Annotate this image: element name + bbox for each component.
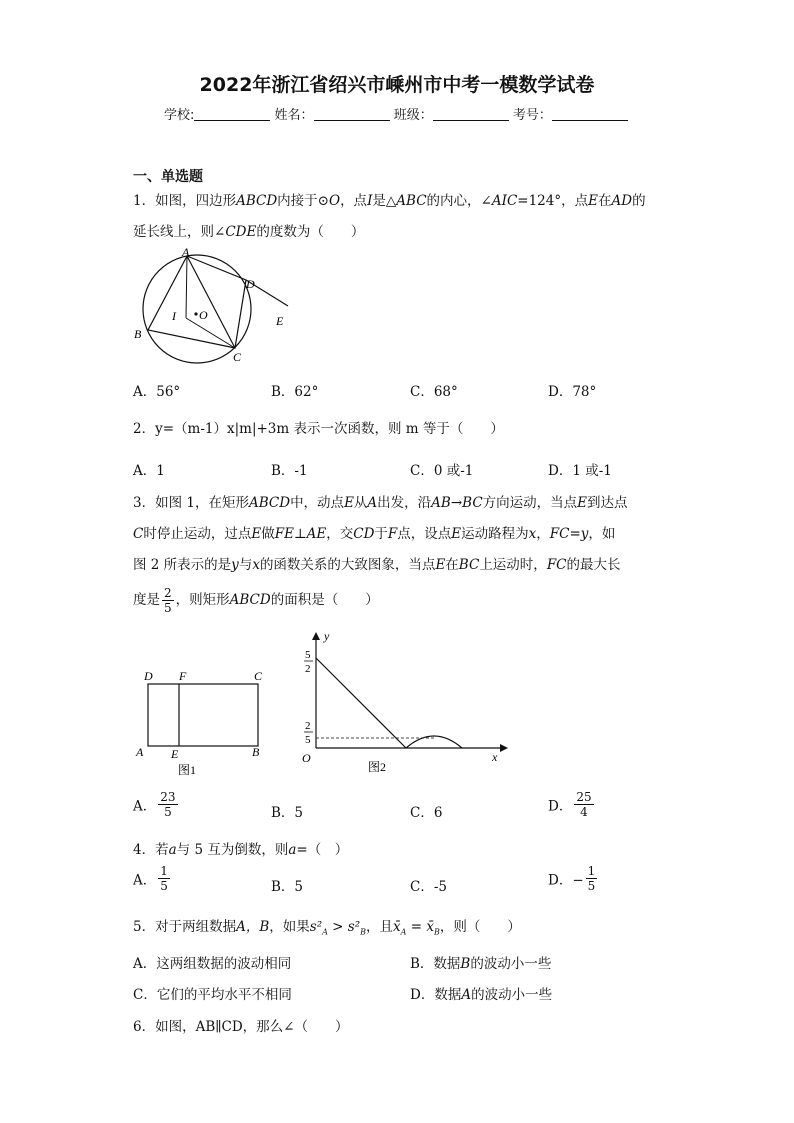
quad-abcd bbox=[148, 256, 246, 348]
q3-option-d[interactable]: D． $\frac{25}{4}$ bbox=[548, 790, 592, 819]
seg-ai bbox=[186, 256, 187, 318]
class-label: 班级： bbox=[393, 108, 433, 123]
page-title: 2022年浙江省绍兴市嵊州市中考一模数学试卷 bbox=[199, 74, 595, 96]
x-axis-arrow bbox=[500, 744, 508, 752]
fig2-tick-low-den: 5 bbox=[305, 734, 311, 746]
fig1-label-f: F bbox=[179, 669, 187, 683]
question-4-stem: 4．若a与 5 互为倒数，则a=（ ） bbox=[133, 842, 349, 858]
label-d: D bbox=[246, 277, 255, 291]
fig1-label-a: A bbox=[136, 745, 144, 759]
center-dot bbox=[194, 312, 197, 315]
q2-option-a[interactable]: A．1 bbox=[133, 463, 165, 479]
fig1-label-c: C bbox=[254, 669, 263, 683]
fig1-label-b: B bbox=[252, 745, 260, 759]
question-2-stem: 2．y=（m-1）x|m|+3m 表示一次函数，则 m 等于（ ） bbox=[133, 421, 504, 437]
q1-option-c[interactable]: C．68° bbox=[410, 384, 458, 400]
label-c: C bbox=[233, 350, 242, 364]
question-6-stem: 6．如图，AB∥CD，那么∠（ ） bbox=[133, 1019, 349, 1035]
number-blank[interactable] bbox=[552, 108, 628, 121]
fig2-label-y: y bbox=[324, 629, 330, 643]
q2-option-b[interactable]: B．-1 bbox=[271, 463, 308, 479]
q3-figure-1-rectangle bbox=[130, 664, 280, 778]
q4-option-c[interactable]: C．-5 bbox=[410, 879, 447, 895]
q5-option-a[interactable]: A．这两组数据的波动相同 bbox=[133, 956, 292, 972]
fig2-caption: 图2 bbox=[368, 760, 387, 774]
y-axis-arrow bbox=[312, 632, 320, 640]
q4-option-d[interactable]: D．− $\frac{1}{5}$ bbox=[548, 864, 596, 893]
fig1-caption: 图1 bbox=[178, 763, 197, 777]
graph-line-segment bbox=[316, 658, 406, 748]
q3-option-b[interactable]: B．5 bbox=[271, 805, 304, 821]
class-blank[interactable] bbox=[433, 108, 509, 121]
fig1-label-e: E bbox=[171, 747, 179, 761]
section-title: 一、单选题 bbox=[133, 169, 203, 185]
question-1-line-1: 1．如图，四边形ABCD内接于⊙O，点I是△ABC的内心，∠AIC=124°，点E在AD的 bbox=[133, 193, 646, 209]
q5-option-c[interactable]: C．它们的平均水平不相同 bbox=[133, 987, 292, 1003]
label-b: B bbox=[134, 327, 142, 341]
q1-option-d[interactable]: D．78° bbox=[548, 384, 597, 400]
fig2-tick-top-num: 5 bbox=[305, 649, 311, 661]
q2-option-c[interactable]: C．0 或-1 bbox=[410, 463, 474, 479]
question-3-line-3: 图 2 所表示的是y与x的函数关系的大致图象，当点E在BC上运动时，FC的最大长 bbox=[133, 557, 621, 573]
fig2-tick-low-num: 2 bbox=[305, 720, 311, 732]
q5-option-d[interactable]: D．数据A的波动小一些 bbox=[410, 987, 553, 1003]
q5-option-b[interactable]: B．数据B的波动小一些 bbox=[410, 956, 552, 972]
student-info-line bbox=[164, 104, 628, 123]
label-e: E bbox=[276, 314, 284, 328]
q1-option-a[interactable]: A．56° bbox=[133, 384, 181, 400]
label-i: I bbox=[172, 309, 176, 323]
fig2-tick-top-den: 2 bbox=[305, 663, 311, 675]
q3-option-c[interactable]: C．6 bbox=[410, 805, 443, 821]
q2-option-d[interactable]: D．1 或-1 bbox=[548, 463, 612, 479]
question-3-line-1: 3．如图 1，在矩形ABCD中，动点E从A出发，沿AB→BC方向运动，当点E到达点 bbox=[133, 495, 628, 511]
fig2-label-x: x bbox=[492, 750, 498, 764]
label-o: O bbox=[199, 308, 208, 322]
number-label: 考号： bbox=[512, 108, 552, 123]
name-blank[interactable] bbox=[314, 108, 390, 121]
q4-option-a[interactable]: A． $\frac{1}{5}$ bbox=[133, 864, 168, 893]
rect-abcd bbox=[148, 684, 258, 746]
q3-option-a[interactable]: A． $\frac{23}{5}$ bbox=[133, 790, 176, 819]
question-1-line-2: 延长线上，则∠CDE的度数为（ ） bbox=[133, 224, 365, 240]
q3-figure-2-graph bbox=[296, 628, 510, 776]
fig2-label-o: O bbox=[302, 751, 311, 765]
question-3-line-2: C时停止运动，过点E做FE⊥AE，交CD于F点，设点E运动路程为x，FC=y，如 bbox=[133, 526, 616, 542]
q1-option-b[interactable]: B．62° bbox=[271, 384, 319, 400]
label-a: A bbox=[182, 246, 190, 259]
school-label: 学校: bbox=[164, 108, 195, 123]
diag-ac bbox=[187, 256, 235, 348]
name-label: 姓名： bbox=[274, 108, 314, 123]
school-blank[interactable] bbox=[194, 108, 270, 121]
question-5-stem: 5．对于两组数据A，B，如果$s^2_A > s^2_B$，且$x̄_A$ = $x̄_B$，则（ ） bbox=[133, 919, 521, 937]
fig1-label-d: D bbox=[144, 669, 153, 683]
question-3-line-4: 度是 $\frac{2}{5}$ ，则矩形ABCD的面积是（ ） bbox=[133, 586, 379, 615]
fraction-2-5: $\frac{2}{5}$ bbox=[164, 586, 172, 615]
q1-circle-figure bbox=[128, 246, 298, 368]
q4-option-b[interactable]: B．5 bbox=[271, 879, 304, 895]
